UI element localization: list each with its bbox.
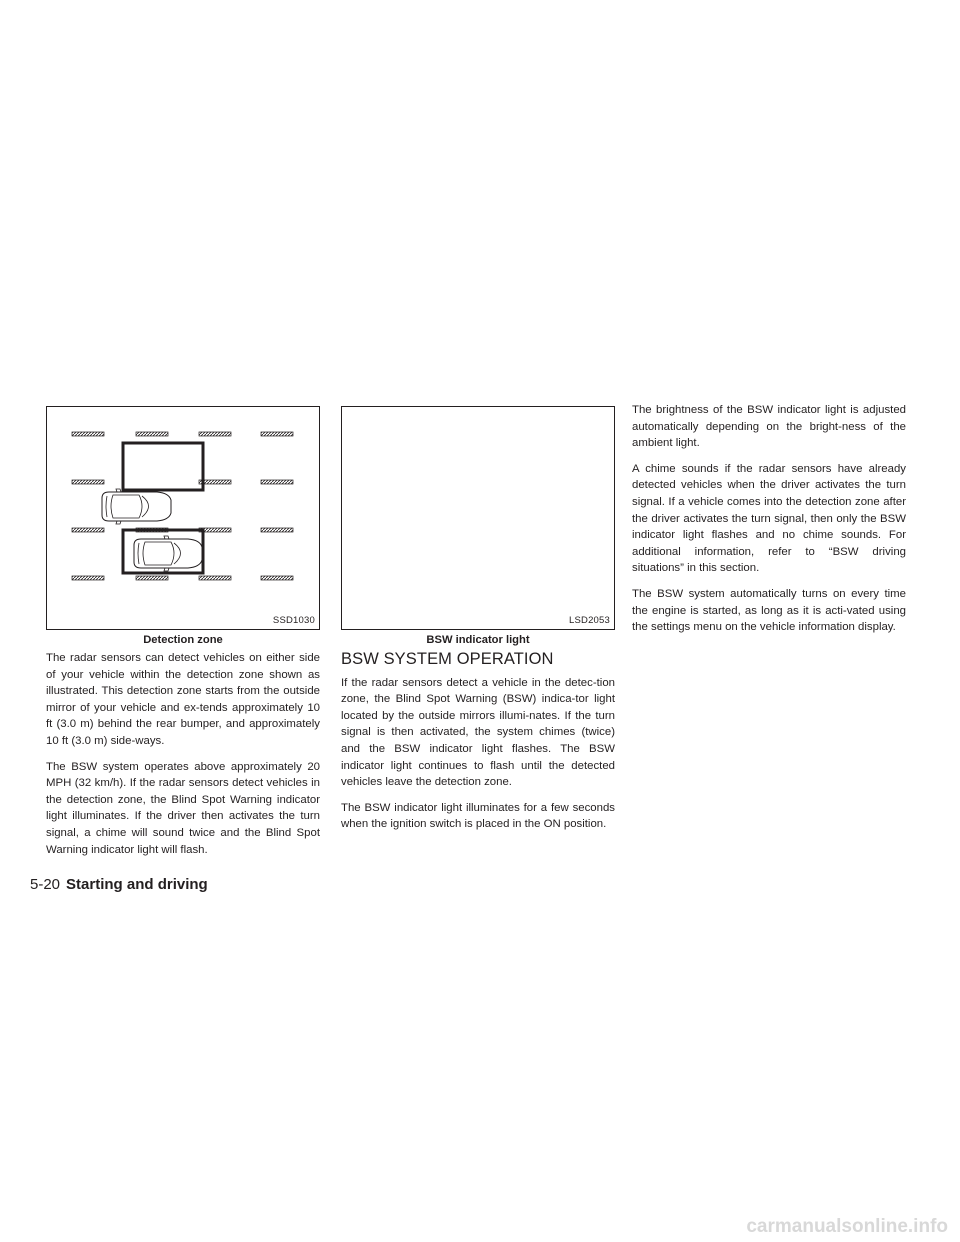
adjacent-vehicle <box>102 489 171 524</box>
chapter-title: Starting and driving <box>66 876 208 893</box>
page-footer <box>30 876 208 893</box>
paragraph: The BSW indicator light illuminates for a few seconds when the ignition switch is placed in the ON position. <box>341 801 615 831</box>
figure-caption: BSW indicator light <box>426 634 530 646</box>
figure-caption: Detection zone <box>143 634 223 646</box>
watermark: carmanualsonline.info <box>746 1216 948 1237</box>
paragraph: A chime sounds if the radar sensors have already detected vehicles when the driver activates the turn signal. If a vehicle comes into the detection zone after the driver activates the turn signal, then only the BSW indicator light flashes and no chime sounds. For additional information, refer to “BSW driving situations” in this section. <box>632 462 906 575</box>
indicator-light-figure <box>341 406 615 630</box>
paragraph: If the radar sensors detect a vehicle in the detec-tion zone, the Blind Spot Warning (BSW) indica-tor light located by the outside mirrors illumi-nates. If the turn signal is then activated, the system chimes (twice) and the BSW indicator light flashes. The BSW indicator light continues to flash until the detected vehicles leave the detection zone. <box>341 676 615 789</box>
text-column-2 <box>341 650 615 842</box>
figure-code: LSD2053 <box>568 615 610 626</box>
paragraph: The BSW system operates above approximately 20 MPH (32 km/h). If the radar sensors detect vehicles in the detection zone, the Blind Spot Warning indicator light illuminates. If the driver then activates the turn signal, a chime will sound twice and the Blind Spot Warning indicator light will flash. <box>46 760 320 856</box>
page-number: 5-20 <box>30 876 61 893</box>
own-vehicle <box>134 536 202 571</box>
section-heading: BSW SYSTEM OPERATION <box>341 650 554 668</box>
paragraph: The BSW system automatically turns on every time the engine is started, as long as it is acti-vated using the settings menu on the vehicle information display. <box>632 587 906 634</box>
detection-zone-diagram <box>47 407 319 629</box>
figure-code: SSD1030 <box>272 615 315 626</box>
paragraph: The brightness of the BSW indicator light is adjusted automatically depending on the bright-ness of the ambient light. <box>632 404 906 450</box>
text-column-3 <box>632 402 906 645</box>
text-column-1 <box>46 650 320 867</box>
paragraph: The radar sensors can detect vehicles on either side of your vehicle within the detection zone shown as illustrated. This detection zone starts from the outside mirror of your vehicle and ex-tends approximately 10 ft (3.0 m) behind the rear bumper, and approximately 10 ft (3.0 m) side-ways. <box>46 652 320 747</box>
upper-detection-zone <box>123 443 203 490</box>
detection-zone-figure <box>46 406 320 630</box>
